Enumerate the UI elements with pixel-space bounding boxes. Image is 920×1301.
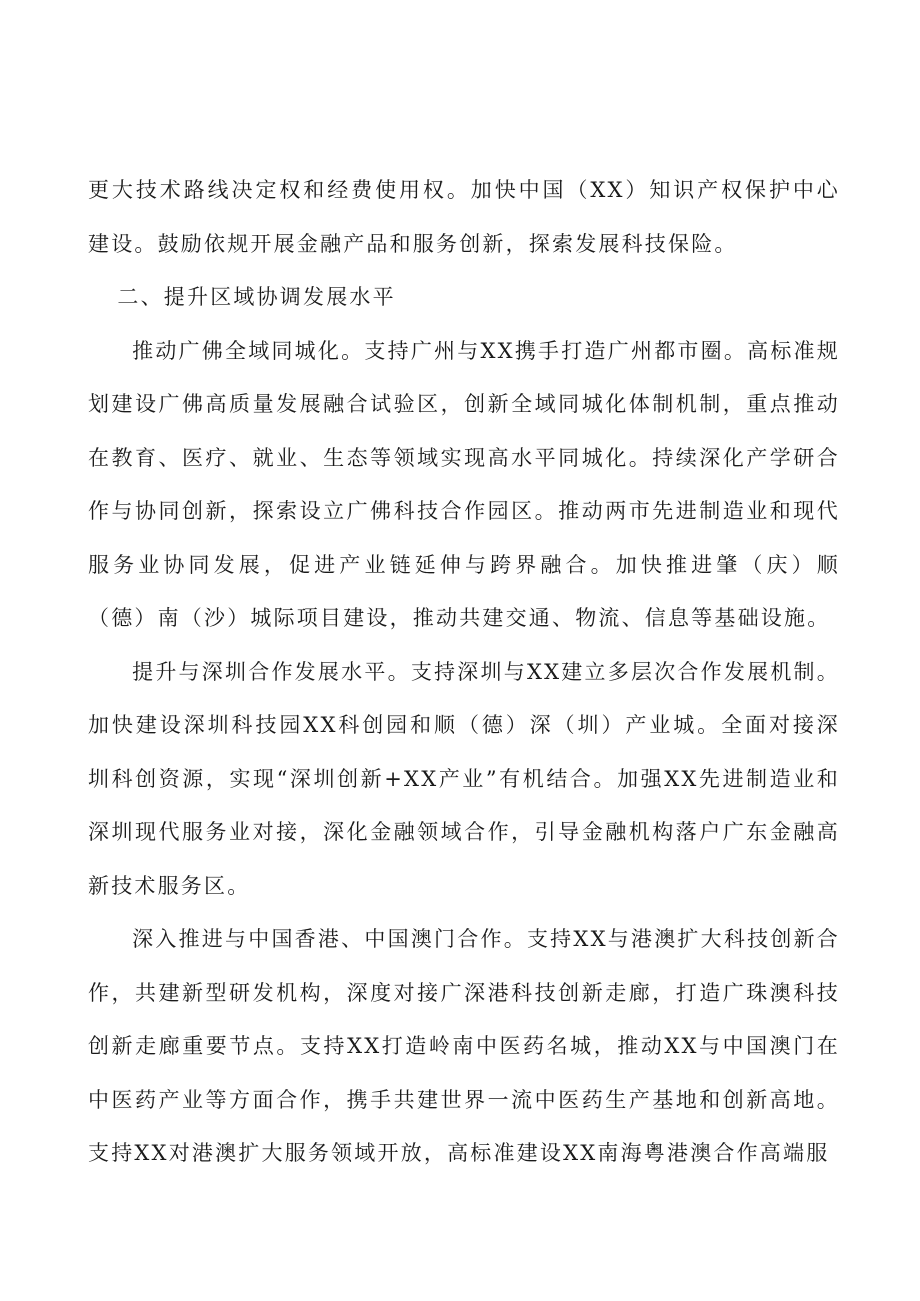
paragraph-shenzhen: 提升与深圳合作发展水平。支持深圳与XX建立多层次合作发展机制。加快建设深圳科技园XX科创园和顺（德）深（圳）产业城。全面对接深圳科创资源，实现“深圳创新+XX产业”有机结合。加强XX先进制造业和深圳现代服务业对接，深化金融领域合作，引导金融机构落户广东金融高新技术服务区。	[88, 659, 840, 898]
section-heading: 二、提升区域协调发展水平	[117, 285, 396, 309]
paragraph-guangfo: 推动广佛全域同城化。支持广州与XX携手打造广州都市圈。高标准规划建设广佛高质量发展融合试验区，创新全域同城化体制机制，重点推动在教育、医疗、就业、生态等领域实现高水平同城化。持续深化产学研合作与协同创新，探索设立广佛科技合作园区。推动两市先进制造业和现代服务业协同发展，促进产业链延伸与跨界融合。加快推进肇（庆）顺（德）南（沙）城际项目建设，推动共建交通、物流、信息等基础设施。	[88, 338, 840, 630]
paragraph-continuation: 更大技术路线决定权和经费使用权。加快中国（XX）知识产权保护中心建设。鼓励依规开展金融产品和服务创新，探索发展科技保险。	[88, 178, 840, 256]
paragraph-hongkong-macao: 深入推进与中国香港、中国澳门合作。支持XX与港澳扩大科技创新合作，共建新型研发机构，深度对接广深港科技创新走廊，打造广珠澳科技创新走廊重要节点。支持XX打造岭南中医药名城，推动XX与中国澳门在中医药产业等方面合作，携手共建世界一流中医药生产基地和创新高地。支持XX对港澳扩大服务领域开放，高标准建设XX南海粤港澳合作高端服	[88, 927, 840, 1165]
document-body	[88, 164, 840, 1181]
